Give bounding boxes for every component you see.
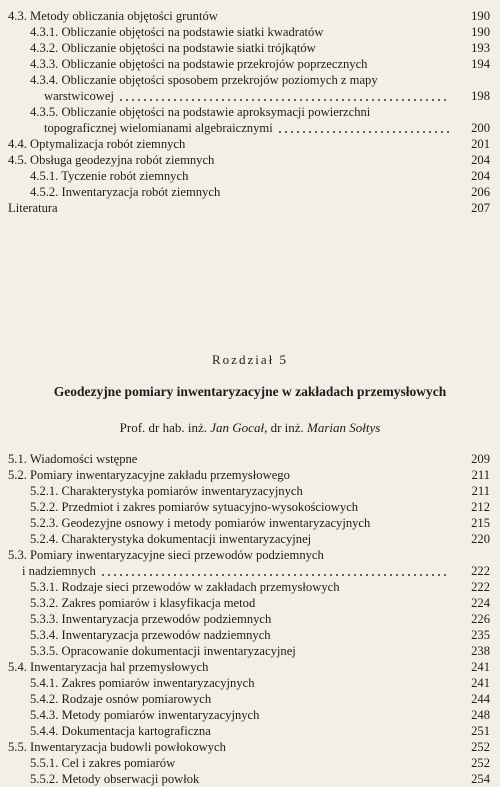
toc-entry-title: Charakterystyka pomiarów inwentaryzacyjnych xyxy=(61,484,303,498)
toc-leader-dots xyxy=(448,478,450,480)
chapter-label: Rozdział 5 xyxy=(212,352,288,367)
toc-entry-text xyxy=(8,451,444,467)
toc-entry-number: 5.5. xyxy=(8,740,27,754)
author-1: Jan Gocał xyxy=(210,420,265,435)
toc-entry-number: 5.3.2. xyxy=(30,596,59,610)
toc-chapter-4-section xyxy=(8,8,490,216)
toc-page-number: 193 xyxy=(471,41,490,55)
toc-entry-title: Metody obliczania objętości gruntów xyxy=(30,9,218,23)
toc-entry xyxy=(8,643,490,659)
toc-page-number: 254 xyxy=(471,772,490,786)
toc-entry xyxy=(8,136,490,152)
toc-page-number: 209 xyxy=(471,452,490,466)
toc-entry xyxy=(8,691,490,707)
toc-entry-number: 5.4.1. xyxy=(30,676,59,690)
toc-entry-title: Cel i zakres pomiarów xyxy=(61,756,176,770)
toc-entry-number: 5.3.4. xyxy=(30,628,59,642)
toc-entry-title: Przedmiot i zakres pomiarów sytuacyjno-wysokościowych xyxy=(61,500,359,514)
toc-leader-dots xyxy=(448,163,450,165)
toc-entry-text xyxy=(30,611,444,627)
toc-entry-text xyxy=(8,152,444,168)
toc-leader-dots xyxy=(448,51,450,53)
toc-leader-dots xyxy=(448,654,450,656)
toc-entry-text xyxy=(8,8,444,24)
toc-entry-number: 5.3.1. xyxy=(30,580,59,594)
toc-entry xyxy=(8,515,490,531)
toc-entry-title: Rodzaje osnów pomiarowych xyxy=(61,692,212,706)
toc-entry-number: 4.3.1. xyxy=(30,25,59,39)
toc-entry xyxy=(8,707,490,723)
toc-entry xyxy=(8,451,490,467)
toc-entry-number: 4.4. xyxy=(8,137,27,151)
toc-entry-number: 5.3.3. xyxy=(30,612,59,626)
toc-leader-dots xyxy=(448,670,450,672)
toc-leader-dots xyxy=(448,211,450,213)
toc-entry xyxy=(8,579,490,595)
toc-entry-number: 5.2.2. xyxy=(30,500,59,514)
toc-entry-title: Wiadomości wstępne xyxy=(29,452,138,466)
toc-entry-text xyxy=(30,56,444,72)
toc-leader-dots xyxy=(448,67,450,69)
toc-entry-number: 5.4. xyxy=(8,660,27,674)
toc-page-number: 190 xyxy=(471,25,490,39)
toc-entry xyxy=(8,72,490,104)
toc-entry xyxy=(8,771,490,787)
toc-entry-number: 5.5.2. xyxy=(30,772,59,786)
toc-entry-number: 4.3.5. xyxy=(30,105,59,119)
toc-entry-title: Pomiary inwentaryzacyjne zakładu przemysłowego xyxy=(30,468,290,482)
toc-entry-title: Metody obserwacji powłok xyxy=(61,772,200,786)
toc-entry-text xyxy=(30,627,444,643)
toc-entry-text xyxy=(30,499,444,515)
toc-page-number: 251 xyxy=(471,724,490,738)
toc-leader-dots xyxy=(277,131,450,133)
toc-entry-text xyxy=(30,643,444,659)
toc-page-number: 222 xyxy=(471,580,490,594)
toc-entry-number: 4.5.2. xyxy=(30,185,59,199)
toc-leader-dots xyxy=(448,686,450,688)
toc-entry-number: 4.3.3. xyxy=(30,57,59,71)
toc-page-number: 241 xyxy=(471,676,490,690)
toc-leader-dots xyxy=(448,718,450,720)
toc-entry-title: Inwentaryzacja przewodów podziemnych xyxy=(61,612,272,626)
toc-page-number: 206 xyxy=(471,185,490,199)
toc-entry-number: 4.5. xyxy=(8,153,27,167)
toc-entry-title: Obsługa geodezyjna robót ziemnych xyxy=(30,153,215,167)
toc-leader-dots xyxy=(448,195,450,197)
toc-entry-number: 5.2.1. xyxy=(30,484,59,498)
toc-entry-number: 4.3.4. xyxy=(30,73,59,87)
toc-entry-text xyxy=(8,136,444,152)
toc-entry-number: 5.5.1. xyxy=(30,756,59,770)
toc-page-number: 190 xyxy=(471,9,490,23)
toc-entry-title: Rodzaje sieci przewodów w zakładach przemysłowych xyxy=(61,580,340,594)
toc-entry-number: 5.4.2. xyxy=(30,692,59,706)
toc-leader-dots xyxy=(448,622,450,624)
toc-entry-title: Zakres pomiarów inwentaryzacyjnych xyxy=(61,676,255,690)
toc-entry-text xyxy=(8,200,444,216)
toc-page-number: 194 xyxy=(471,57,490,71)
toc-leader-dots xyxy=(448,35,450,37)
toc-page-number: 224 xyxy=(471,596,490,610)
toc-leader-dots xyxy=(448,702,450,704)
toc-page-number: 220 xyxy=(471,532,490,546)
toc-entry-title: Inwentaryzacja hal przemysłowych xyxy=(30,660,209,674)
authors-separator: , dr inż. xyxy=(264,420,308,435)
toc-entry xyxy=(8,24,490,40)
toc-entry xyxy=(8,40,490,56)
toc-entry xyxy=(8,739,490,755)
toc-page-number: 244 xyxy=(471,692,490,706)
toc-entry xyxy=(8,611,490,627)
toc-page-number: 212 xyxy=(471,500,490,514)
toc-entry-number: 5.3. xyxy=(8,548,27,562)
toc-leader-dots xyxy=(448,147,450,149)
toc-page-number: 201 xyxy=(471,137,490,151)
toc-entry-text xyxy=(30,184,444,200)
toc-leader-dots xyxy=(448,542,450,544)
toc-entry-title: Obliczanie objętości sposobem przekrojów poziomych z mapy xyxy=(61,73,378,87)
toc-leader-dots xyxy=(448,750,450,752)
toc-entry-text xyxy=(8,659,444,675)
toc-entry-title: Dokumentacja kartograficzna xyxy=(61,724,211,738)
toc-entry xyxy=(8,184,490,200)
toc-entry-text xyxy=(30,168,444,184)
toc-entry xyxy=(8,200,490,216)
toc-page-number: 211 xyxy=(471,468,490,482)
toc-page-number: 200 xyxy=(471,121,490,135)
toc-entry-text xyxy=(30,675,444,691)
toc-entry-title: Literatura xyxy=(8,201,58,215)
toc-entry xyxy=(8,675,490,691)
toc-entry-title: Obliczanie objętości na podstawie aproksymacji powierzchni xyxy=(61,105,371,119)
toc-entry-title: Inwentaryzacja budowli powłokowych xyxy=(30,740,226,754)
toc-entry xyxy=(8,152,490,168)
toc-page-number: 248 xyxy=(471,708,490,722)
toc-entry-number: 5.2. xyxy=(8,468,27,482)
toc-entry-title: Obliczanie objętości na podstawie przekrojów poprzecznych xyxy=(61,57,368,71)
toc-leader-dots xyxy=(448,590,450,592)
chapter-authors xyxy=(0,420,500,436)
toc-leader-dots xyxy=(118,99,450,101)
toc-entry-number: 5.4.3. xyxy=(30,708,59,722)
toc-entry xyxy=(8,499,490,515)
toc-entry-title-continued: topograficznej wielomianami algebraicznymi xyxy=(44,121,273,135)
toc-leader-dots xyxy=(448,766,450,768)
toc-leader-dots xyxy=(448,510,450,512)
toc-leader-dots xyxy=(448,638,450,640)
toc-entry xyxy=(8,547,490,579)
toc-entry-number: 4.3.2. xyxy=(30,41,59,55)
toc-entry-title: Optymalizacja robót ziemnych xyxy=(30,137,186,151)
toc-page-number: 211 xyxy=(471,484,490,498)
toc-entry xyxy=(8,659,490,675)
toc-entry-number: 5.1. xyxy=(8,452,27,466)
author-2: Marian Sołtys xyxy=(307,420,381,435)
toc-entry xyxy=(8,627,490,643)
toc-entry xyxy=(8,168,490,184)
toc-page-number: 241 xyxy=(471,660,490,674)
toc-leader-dots xyxy=(448,462,450,464)
toc-page-number: 235 xyxy=(471,628,490,642)
toc-entry-title: Charakterystyka dokumentacji inwentaryzacyjnej xyxy=(61,532,312,546)
toc-entry-title: Zakres pomiarów i klasyfikacja metod xyxy=(61,596,256,610)
toc-entry-number: 4.3. xyxy=(8,9,27,23)
toc-entry-text xyxy=(30,755,444,771)
toc-entry-title: Obliczanie objętości na podstawie siatki trójkątów xyxy=(61,41,316,55)
toc-entry-number: 4.5.1. xyxy=(30,169,59,183)
toc-entry xyxy=(8,723,490,739)
toc-entry-text xyxy=(30,40,444,56)
toc-leader-dots xyxy=(448,526,450,528)
toc-leader-dots xyxy=(448,179,450,181)
toc-entry-title: Obliczanie objętości na podstawie siatki kwadratów xyxy=(61,25,324,39)
toc-entry-number: 5.3.5. xyxy=(30,644,59,658)
toc-entry-title: Inwentaryzacja robót ziemnych xyxy=(61,185,221,199)
toc-entry xyxy=(8,8,490,24)
toc-entry xyxy=(8,56,490,72)
toc-entry-text xyxy=(30,531,444,547)
toc-entry xyxy=(8,104,490,136)
toc-entry-text xyxy=(30,579,444,595)
toc-entry-text xyxy=(8,739,444,755)
toc-entry-text xyxy=(30,595,444,611)
toc-leader-dots xyxy=(448,734,450,736)
toc-entry-text xyxy=(30,771,444,787)
toc-entry-title: Geodezyjne osnowy i metody pomiarów inwentaryzacyjnych xyxy=(61,516,371,530)
toc-entry-title: Tyczenie robót ziemnych xyxy=(61,169,189,183)
toc-entry-text xyxy=(30,24,444,40)
toc-page-number: 207 xyxy=(471,201,490,215)
toc-entry xyxy=(8,531,490,547)
toc-entry xyxy=(8,595,490,611)
toc-leader-dots xyxy=(448,19,450,21)
toc-entry-title: Inwentaryzacja przewodów nadziemnych xyxy=(61,628,271,642)
toc-entry-number: 5.2.4. xyxy=(30,532,59,546)
toc-page-number: 198 xyxy=(471,89,490,103)
chapter-title: Geodezyjne pomiary inwentaryzacyjne w zakładach przemysłowych xyxy=(53,384,447,399)
toc-entry xyxy=(8,483,490,499)
toc-page-number: 252 xyxy=(471,756,490,770)
toc-page-number: 252 xyxy=(471,740,490,754)
toc-entry-number: 5.4.4. xyxy=(30,724,59,738)
toc-entry-title-continued: warstwicowej xyxy=(44,89,114,103)
toc-entry-text xyxy=(30,691,444,707)
toc-entry-title: Opracowanie dokumentacji inwentaryzacyjnej xyxy=(61,644,296,658)
toc-entry-title: Metody pomiarów inwentaryzacyjnych xyxy=(61,708,260,722)
toc-entry xyxy=(8,467,490,483)
toc-entry-number: 5.2.3. xyxy=(30,516,59,530)
toc-chapter-5 xyxy=(8,451,490,787)
toc-page-number: 222 xyxy=(471,564,490,578)
toc-entry xyxy=(8,755,490,771)
toc-page-number: 204 xyxy=(471,169,490,183)
authors-prefix: Prof. dr hab. inż. xyxy=(119,420,211,435)
toc-entry-title: Pomiary inwentaryzacyjne sieci przewodów podziemnych xyxy=(30,548,324,562)
toc-page-number: 215 xyxy=(471,516,490,530)
toc-leader-dots xyxy=(448,494,450,496)
toc-page-number: 204 xyxy=(471,153,490,167)
toc-entry-text xyxy=(30,723,444,739)
toc-entry-title-continued: i nadziemnych xyxy=(22,564,96,578)
toc-entry-text xyxy=(30,707,444,723)
toc-entry-text xyxy=(30,483,444,499)
toc-leader-dots xyxy=(448,782,450,784)
toc-leader-dots xyxy=(448,606,450,608)
toc-page-number: 226 xyxy=(471,612,490,626)
toc-leader-dots xyxy=(100,574,450,576)
toc-entry-text xyxy=(30,515,444,531)
toc-entry-text xyxy=(8,467,444,483)
toc-page-number: 238 xyxy=(471,644,490,658)
